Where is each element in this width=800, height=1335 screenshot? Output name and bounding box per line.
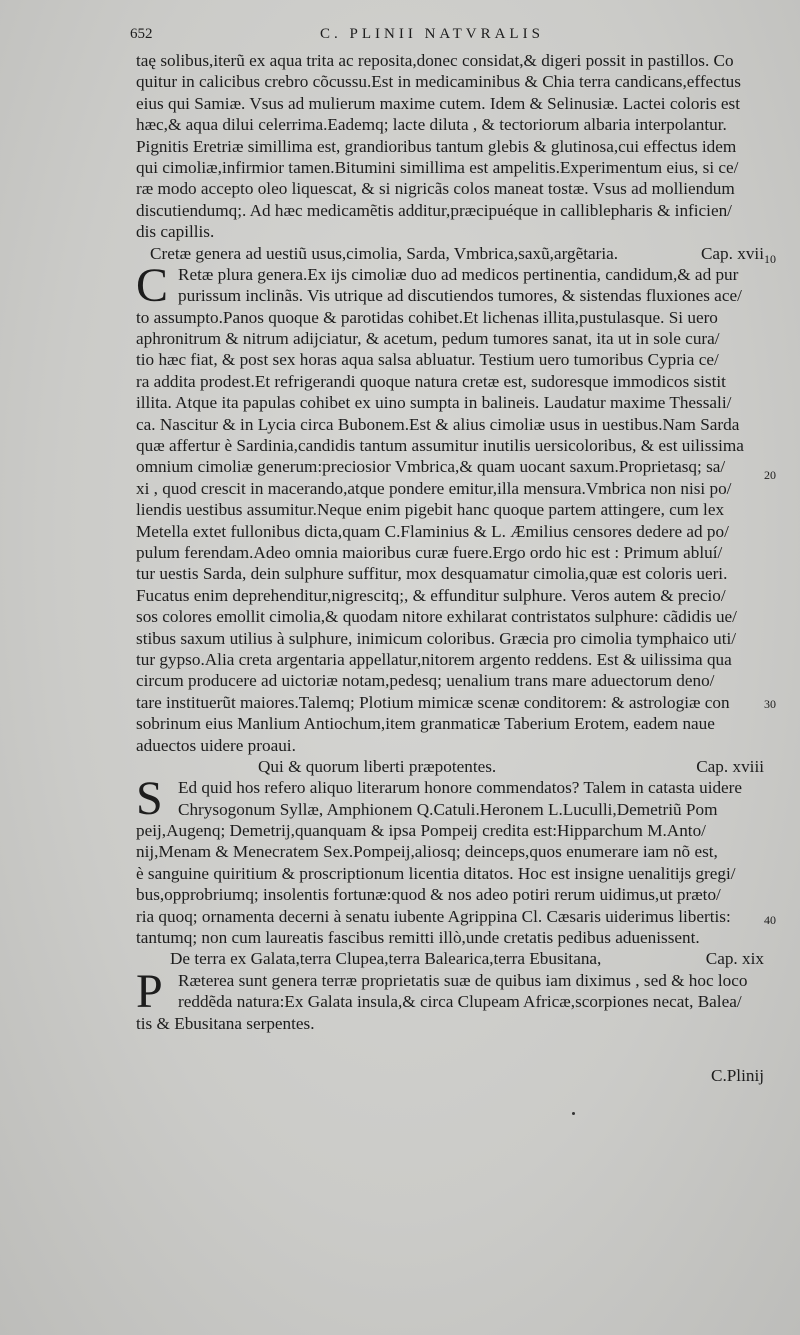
text-line: quitur in calicibus crebro cõcussu.Est in medicaminibus & Chia terra candicans,effectus [136, 72, 741, 92]
margin-line-number: 30 [764, 697, 776, 711]
block-1 [136, 50, 764, 243]
chapter-number: Cap. xviii [696, 756, 764, 776]
text-line: tantumq; non cum laureatis fascibus remitti illò,unde cretatis pedibus aduenissent. [136, 928, 700, 948]
folio-number: 652 [130, 26, 153, 42]
chapter-heading-text: De terra ex Galata,terra Clupea,terra Balearica,terra Ebusitana, [170, 949, 602, 969]
text-line: bus,opprobriumq; insolentis fortunæ:quod & nos adeo potiri rerum uidimus,ut præto/ [136, 885, 721, 905]
text-line: hæc,& aqua dilui celerrima.Eademq; lacte diluta , & tectoriorum albaria interpolantur. [136, 115, 727, 135]
text-line: dis capillis. [136, 222, 215, 242]
chapter-18-heading [136, 756, 764, 777]
chapter-number: Cap. xix [705, 949, 764, 969]
text-line: eius qui Samiæ. Vsus ad mulierum maxime cutem. Idem & Selinusiæ. Lactei coloris est [136, 93, 741, 113]
text-line: sos colores emollit cimolia,& quodam nitore exhilarat contristatos sulphure: cãdidis ue/ [136, 607, 737, 627]
text-line: aduectos uidere proaui. [136, 735, 296, 755]
text-line: pulum ferendam.Adeo omnia maioribus curæ fuere.Ergo ordo hic est : Primum abluí/ [136, 542, 723, 562]
text-line: Pignitis Eretriæ simillima est, grandioribus tantum glebis & glutinosa,cui effectus idem [136, 136, 737, 156]
text-line: tis & Ebusitana serpentes. [136, 1013, 315, 1033]
chapter-number: Cap. xvii [700, 243, 764, 263]
text-line: è sanguine quiritium & proscriptionum licentia ditatos. Hoc est insigne uenalitijs gregi/ [136, 863, 736, 883]
text-line: omnium cimoliæ generum:preciosior Vmbrica,& quam uocant saxum.Proprietasq; sa/ [136, 457, 726, 477]
text-line: qui cimoliæ,infirmior tamen.Bitumini simillima est ampelitis.Experimentum eius, si ce/ [136, 157, 739, 177]
text-line: ria quoq; ornamenta decerni à senatu iubente Agrippina Cl. Cæsaris uiderimus libertis: [136, 906, 731, 926]
text-line: illita. Atque ita papulas cohibet ex uino sumpta in balineis. Laudatur maxime Thessali/ [136, 393, 732, 413]
text-line: ca. Nascitur & in Lycia circa Bubonem.Est & alius cimoliæ usus in uestibus.Nam Sarda [136, 414, 740, 434]
margin-line-number: 40 [764, 913, 776, 927]
catchword: C.Plinij [710, 1066, 764, 1085]
text-line: quæ affertur è Sardinia,candidis tantum assumitur inutilis uersicoloribus, & est uilissima [136, 436, 744, 456]
chapter-17-heading [136, 243, 764, 264]
text-line: liendis uestibus assumitur.Neque enim pigebit hanc quoque partem attingere, cum lex [136, 500, 725, 520]
text-line: tare instituerũt maiores.Talemq; Plotium mimicæ scenæ conditorem: & astrologiæ con [136, 692, 730, 712]
text-line: Metella extet fullonibus dicta,quam C.Flaminius & L. Æmilius censores dedere ad po/ [136, 521, 729, 541]
text-line: stibus saxum utilius à sulphure, inimicum coloribus. Græcia pro cimolia tymphaico uti/ [136, 628, 737, 648]
chapter-17-body [136, 258, 764, 756]
chapter-19-heading [136, 948, 764, 969]
text-line: tio hæc fiat, & post sex horas aqua salsa abluatur. Testium uero tumoribus Cypria ce/ [136, 350, 719, 370]
text-line: Ed quid hos refero aliquo literarum honore commendatos? Talem in catasta uidere [178, 778, 743, 798]
chapter-heading-text: Qui & quorum liberti præpotentes. [258, 756, 497, 776]
page-header [130, 26, 770, 50]
text-line: purissum inclinãs. Vis utrique ad discutiendos tumores, & sistendas fluxiones ace/ [178, 286, 742, 306]
text-line: taę solibus,iterũ ex aqua trita ac reposita,donec considat,& digeri possit in pastillos. Co [136, 51, 734, 70]
text-line: to assumpto.Panos quoque & parotidas cohibet.Et lichenas illita,pustulasque. Si uero [136, 307, 718, 327]
text-line: tur uestis Sarda, dein sulphure suffitur, mox desquamatur cimolia,quæ est coloris ueri. [136, 564, 728, 584]
running-title: C. PLINII NATVRALIS [320, 26, 544, 42]
text-line: aphronitrum & nitrum adijciatur, & acetum, pedum tumores sanat, ita ut in sole cura/ [136, 329, 720, 349]
text-line: reddẽda natura:Ex Galata insula,& circa Clupeam Africæ,scorpiones necat, Balea/ [178, 992, 742, 1012]
ink-dot [572, 1112, 575, 1115]
text-line: xi , quod crescit in macerando,atque pondere emitur,illa mensura.Vmbrica non nisi po/ [136, 478, 732, 498]
text-line: peij,Augenq; Demetrij,quanquam & ipsa Pompeij credita est:Hipparchum M.Anto/ [136, 821, 706, 841]
text-line: Retæ plura genera.Ex ijs cimoliæ duo ad medicos pertinentia, candidum,& ad pur [178, 264, 739, 284]
text-line: Ræterea sunt genera terræ proprietatis suæ de quibus iam diximus , sed & hoc loco [178, 970, 748, 990]
text-line: ra addita prodest.Et refrigerandi quoque natura cretæ est, sudoresque immodicos sistit [136, 371, 726, 391]
drop-initial: C [136, 258, 169, 312]
text-line: discutiendumq;. Ad hæc medicamẽtis additur,præcipuéque in calliblepharis & inficien/ [136, 200, 732, 220]
text-line: nij,Menam & Menecratem Sex.Pompeij,aliosq; deinceps,quos enumerare iam nõ est, [136, 842, 718, 862]
text-line: ræ modo accepto oleo liquescat, & si nigricãs colos maneat tostæ. Vsus ad molliendum [136, 179, 735, 199]
margin-line-number: 10 [764, 252, 776, 266]
chapter-19-body [136, 964, 764, 1034]
chapter-heading-text: Cretæ genera ad uestiũ usus,cimolia, Sarda, Vmbrica,saxũ,argẽtaria. [150, 243, 619, 263]
text-line: Chrysogonum Syllæ, Amphionem Q.Catuli.Heronem L.Luculli,Demetriũ Pom [178, 799, 718, 819]
text-line: sobrinum eius Manlium Antiochum,item granmaticæ Taberium Erotem, eadem naue [136, 714, 715, 734]
drop-initial: S [136, 772, 163, 826]
text-line: tur gypso.Alia creta argentaria appellatur,nitorem argento reddens. Est & uilissima qua [136, 649, 732, 669]
margin-line-number: 20 [764, 468, 776, 482]
text-line: Fucatus enim deprehenditur,nigrescitq;, & effunditur sulphure. Veros autem & precio/ [136, 585, 726, 605]
text-line: circum producere ad uictoriæ notam,pedesq; uenalium trans mare aduectorum deno/ [136, 671, 715, 691]
chapter-18-body [136, 772, 764, 948]
drop-initial: P [136, 964, 163, 1018]
main-text [136, 50, 764, 1034]
